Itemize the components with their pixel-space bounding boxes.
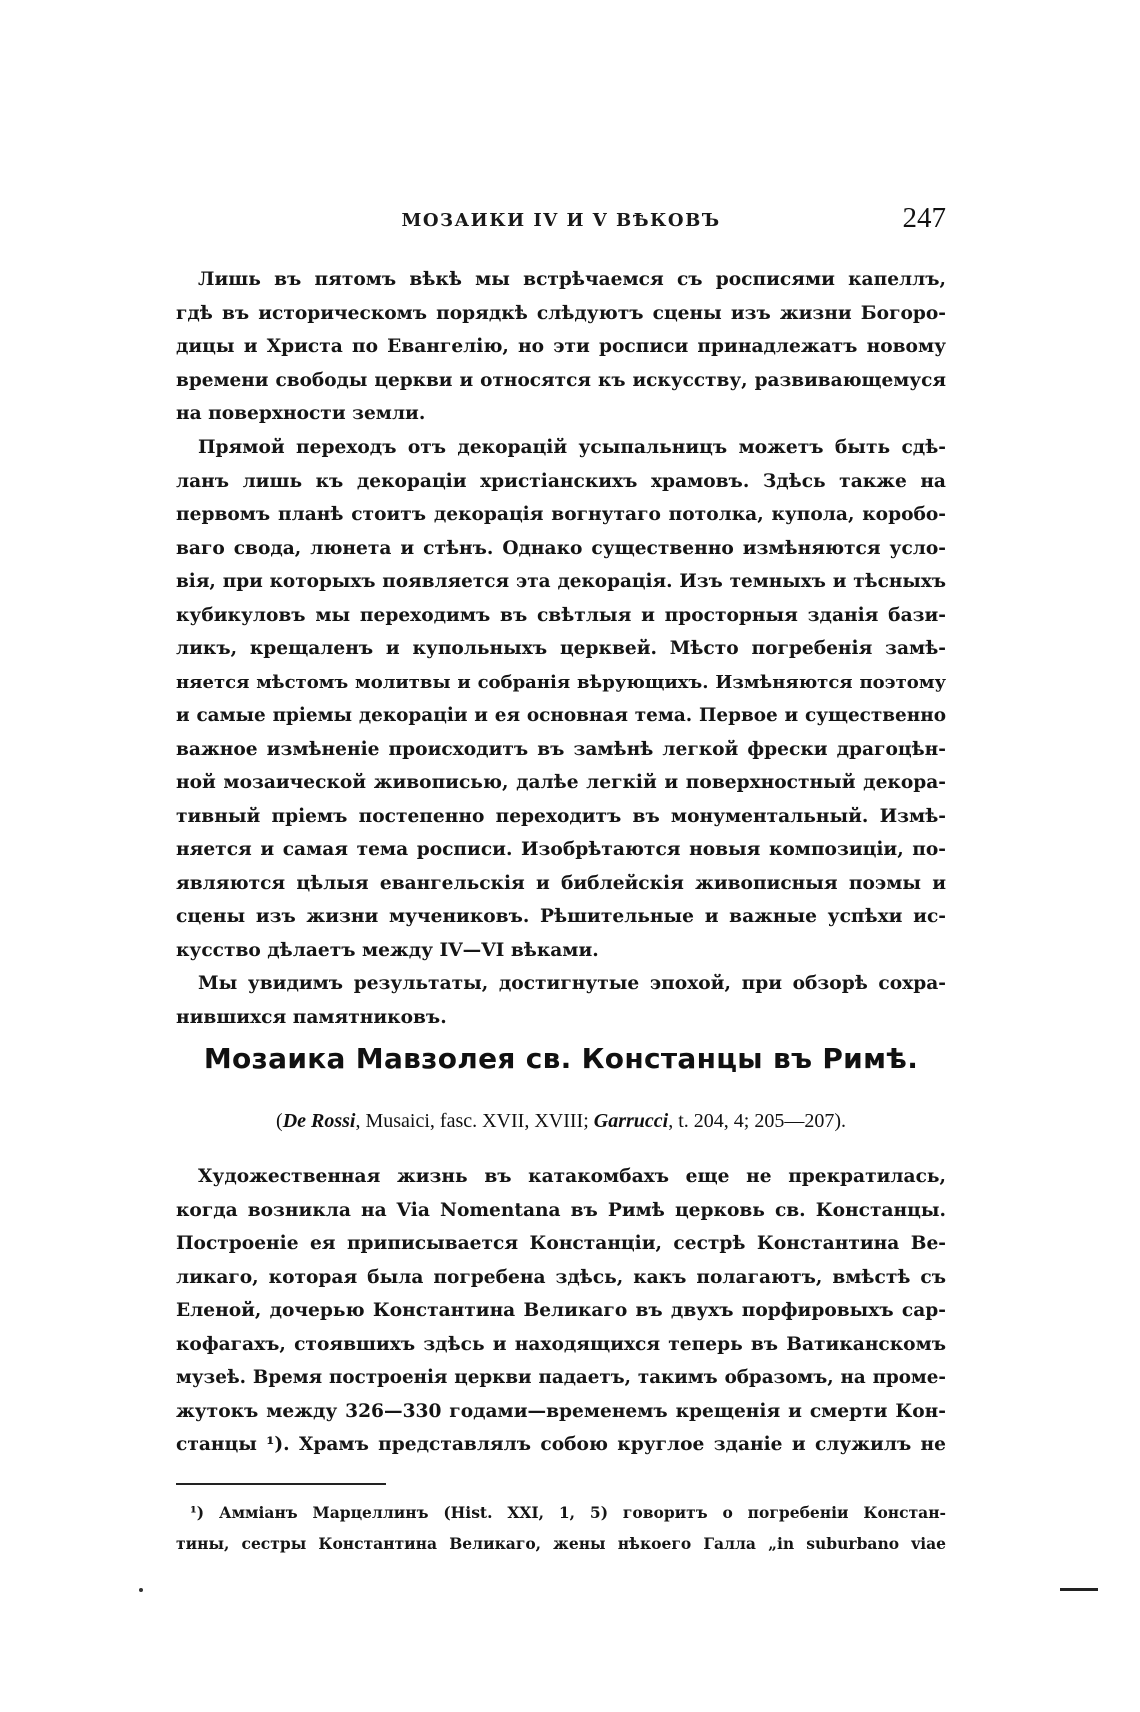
text-line: Построеніе ея приписывается Констанціи, сестрѣ Константина Ве- <box>176 1233 946 1254</box>
text-line: ликъ, крещаленъ и купольныхъ церквей. Мѣсто погребенія замѣ- <box>176 638 946 659</box>
page-header <box>176 202 946 242</box>
text-line: когда возникла на Via Nomentana въ Римѣ церковь св. Констанцы. <box>176 1199 946 1221</box>
text-line: няется мѣстомъ молитвы и собранія вѣрующихъ. Измѣняются поэтому <box>176 671 946 693</box>
footnote-line: тины, сестры Константина Великаго, жены нѣкоего Галла „in suburbano viae <box>176 1534 946 1553</box>
text-line: гдѣ въ историческомъ порядкѣ слѣдуютъ сцены изъ жизни Богоро- <box>176 302 946 324</box>
citation-open: ( <box>276 1110 283 1132</box>
text-line: Мы увидимъ результаты, достигнутые эпохой, при обзорѣ сохра- <box>198 973 946 994</box>
text-line: ланъ лишь къ декораціи христіанскихъ храмовъ. Здѣсь также на <box>176 470 946 492</box>
footnote <box>176 1497 946 1559</box>
text-line: дицы и Христа по Евангелію, но эти росписи принадлежатъ новому <box>176 336 946 357</box>
text-line: кубикуловъ мы переходимъ въ свѣтлыя и просторныя зданія бази- <box>176 604 946 626</box>
text-line: ваго свода, люнета и стѣнъ. Однако существенно измѣняются усло- <box>176 537 946 559</box>
paragraph-2 <box>176 431 946 1034</box>
text-line: музеѣ. Время построенія церкви падаетъ, такимъ образомъ, на проме- <box>176 1367 946 1388</box>
page-number: 247 <box>902 202 946 234</box>
text-line: сцены изъ жизни мучениковъ. Рѣшительные и важные успѣхи ис- <box>176 906 946 927</box>
text-line: Лишь въ пятомъ вѣкѣ мы встрѣчаемся съ росписями капеллъ, <box>198 269 946 290</box>
citation-part-2: , t. 204, 4; 205—207). <box>668 1110 846 1132</box>
text-line: ной мозаической живописью, далѣе легкій и поверхностный декора- <box>176 772 946 793</box>
text-line: важное измѣненіе происходитъ въ замѣнѣ легкой фрески драгоцѣн- <box>176 738 946 760</box>
citation-author-1: De Rossi <box>282 1110 356 1132</box>
text-line: первомъ планѣ стоитъ декорація вогнутаго потолка, купола, коробо- <box>176 504 946 525</box>
text-line: Прямой переходъ отъ декорацій усыпальницъ можетъ быть сдѣ- <box>198 437 946 458</box>
text-line: вія, при которыхъ появляется эта декорація. Изъ темныхъ и тѣсныхъ <box>176 571 946 592</box>
running-head: МОЗАИКИ IV И V ВѢКОВЪ <box>401 210 721 231</box>
source-citation <box>176 1110 946 1133</box>
section-title: Мозаика Мавзолея св. Констанцы въ Римѣ. <box>203 1042 919 1075</box>
citation-author-2: Garrucci <box>593 1110 669 1132</box>
text-line: жутокъ между 326—330 годами—временемъ крещенія и смерти Кон- <box>176 1400 946 1422</box>
text-line: кофагахъ, стоявшихъ здѣсь и находящихся теперь въ Ватиканскомъ <box>176 1333 946 1355</box>
citation-part-1: , Musaici, fasc. XVII, XVIII; <box>355 1110 594 1132</box>
text-line: кусство дѣлаетъ между IV—VI вѣками. <box>176 939 599 961</box>
text-line: ликаго, которая была погребена здѣсь, какъ полагаютъ, вмѣстѣ съ <box>176 1266 946 1288</box>
footnote-divider <box>176 1483 386 1485</box>
text-line: Художественная жизнь въ катакомбахъ еще не прекратилась, <box>198 1166 946 1187</box>
text-line: станцы ¹). Храмъ представлялъ собою круглое зданіе и служилъ не <box>176 1434 946 1455</box>
paragraph-4 <box>176 1160 946 1462</box>
text-line: являются цѣлыя евангельскія и библейскія живописныя поэмы и <box>176 872 946 894</box>
paragraph-1 <box>176 263 946 431</box>
scan-speck <box>139 1588 143 1592</box>
text-line: тивный пріемъ постепенно переходитъ въ монументальный. Измѣ- <box>176 805 946 827</box>
text-line: нившихся памятниковъ. <box>176 1006 447 1028</box>
text-line: няется и самая тема росписи. Изобрѣтаются новыя композиціи, по- <box>176 839 946 860</box>
scan-dash-mark <box>1060 1588 1098 1591</box>
text-line: и самые пріемы декораціи и ея основная тема. Первое и существенно <box>176 705 946 726</box>
text-line: времени свободы церкви и относятся къ искусству, развивающемуся <box>176 369 946 391</box>
text-line: Еленой, дочерью Константина Великаго въ двухъ порфировыхъ сар- <box>176 1300 946 1321</box>
footnote-line: ¹) Амміанъ Марцеллинъ (Hist. XXI, 1, 5) говоритъ о погребеніи Констан- <box>190 1503 946 1522</box>
text-line: на поверхности земли. <box>176 403 426 424</box>
